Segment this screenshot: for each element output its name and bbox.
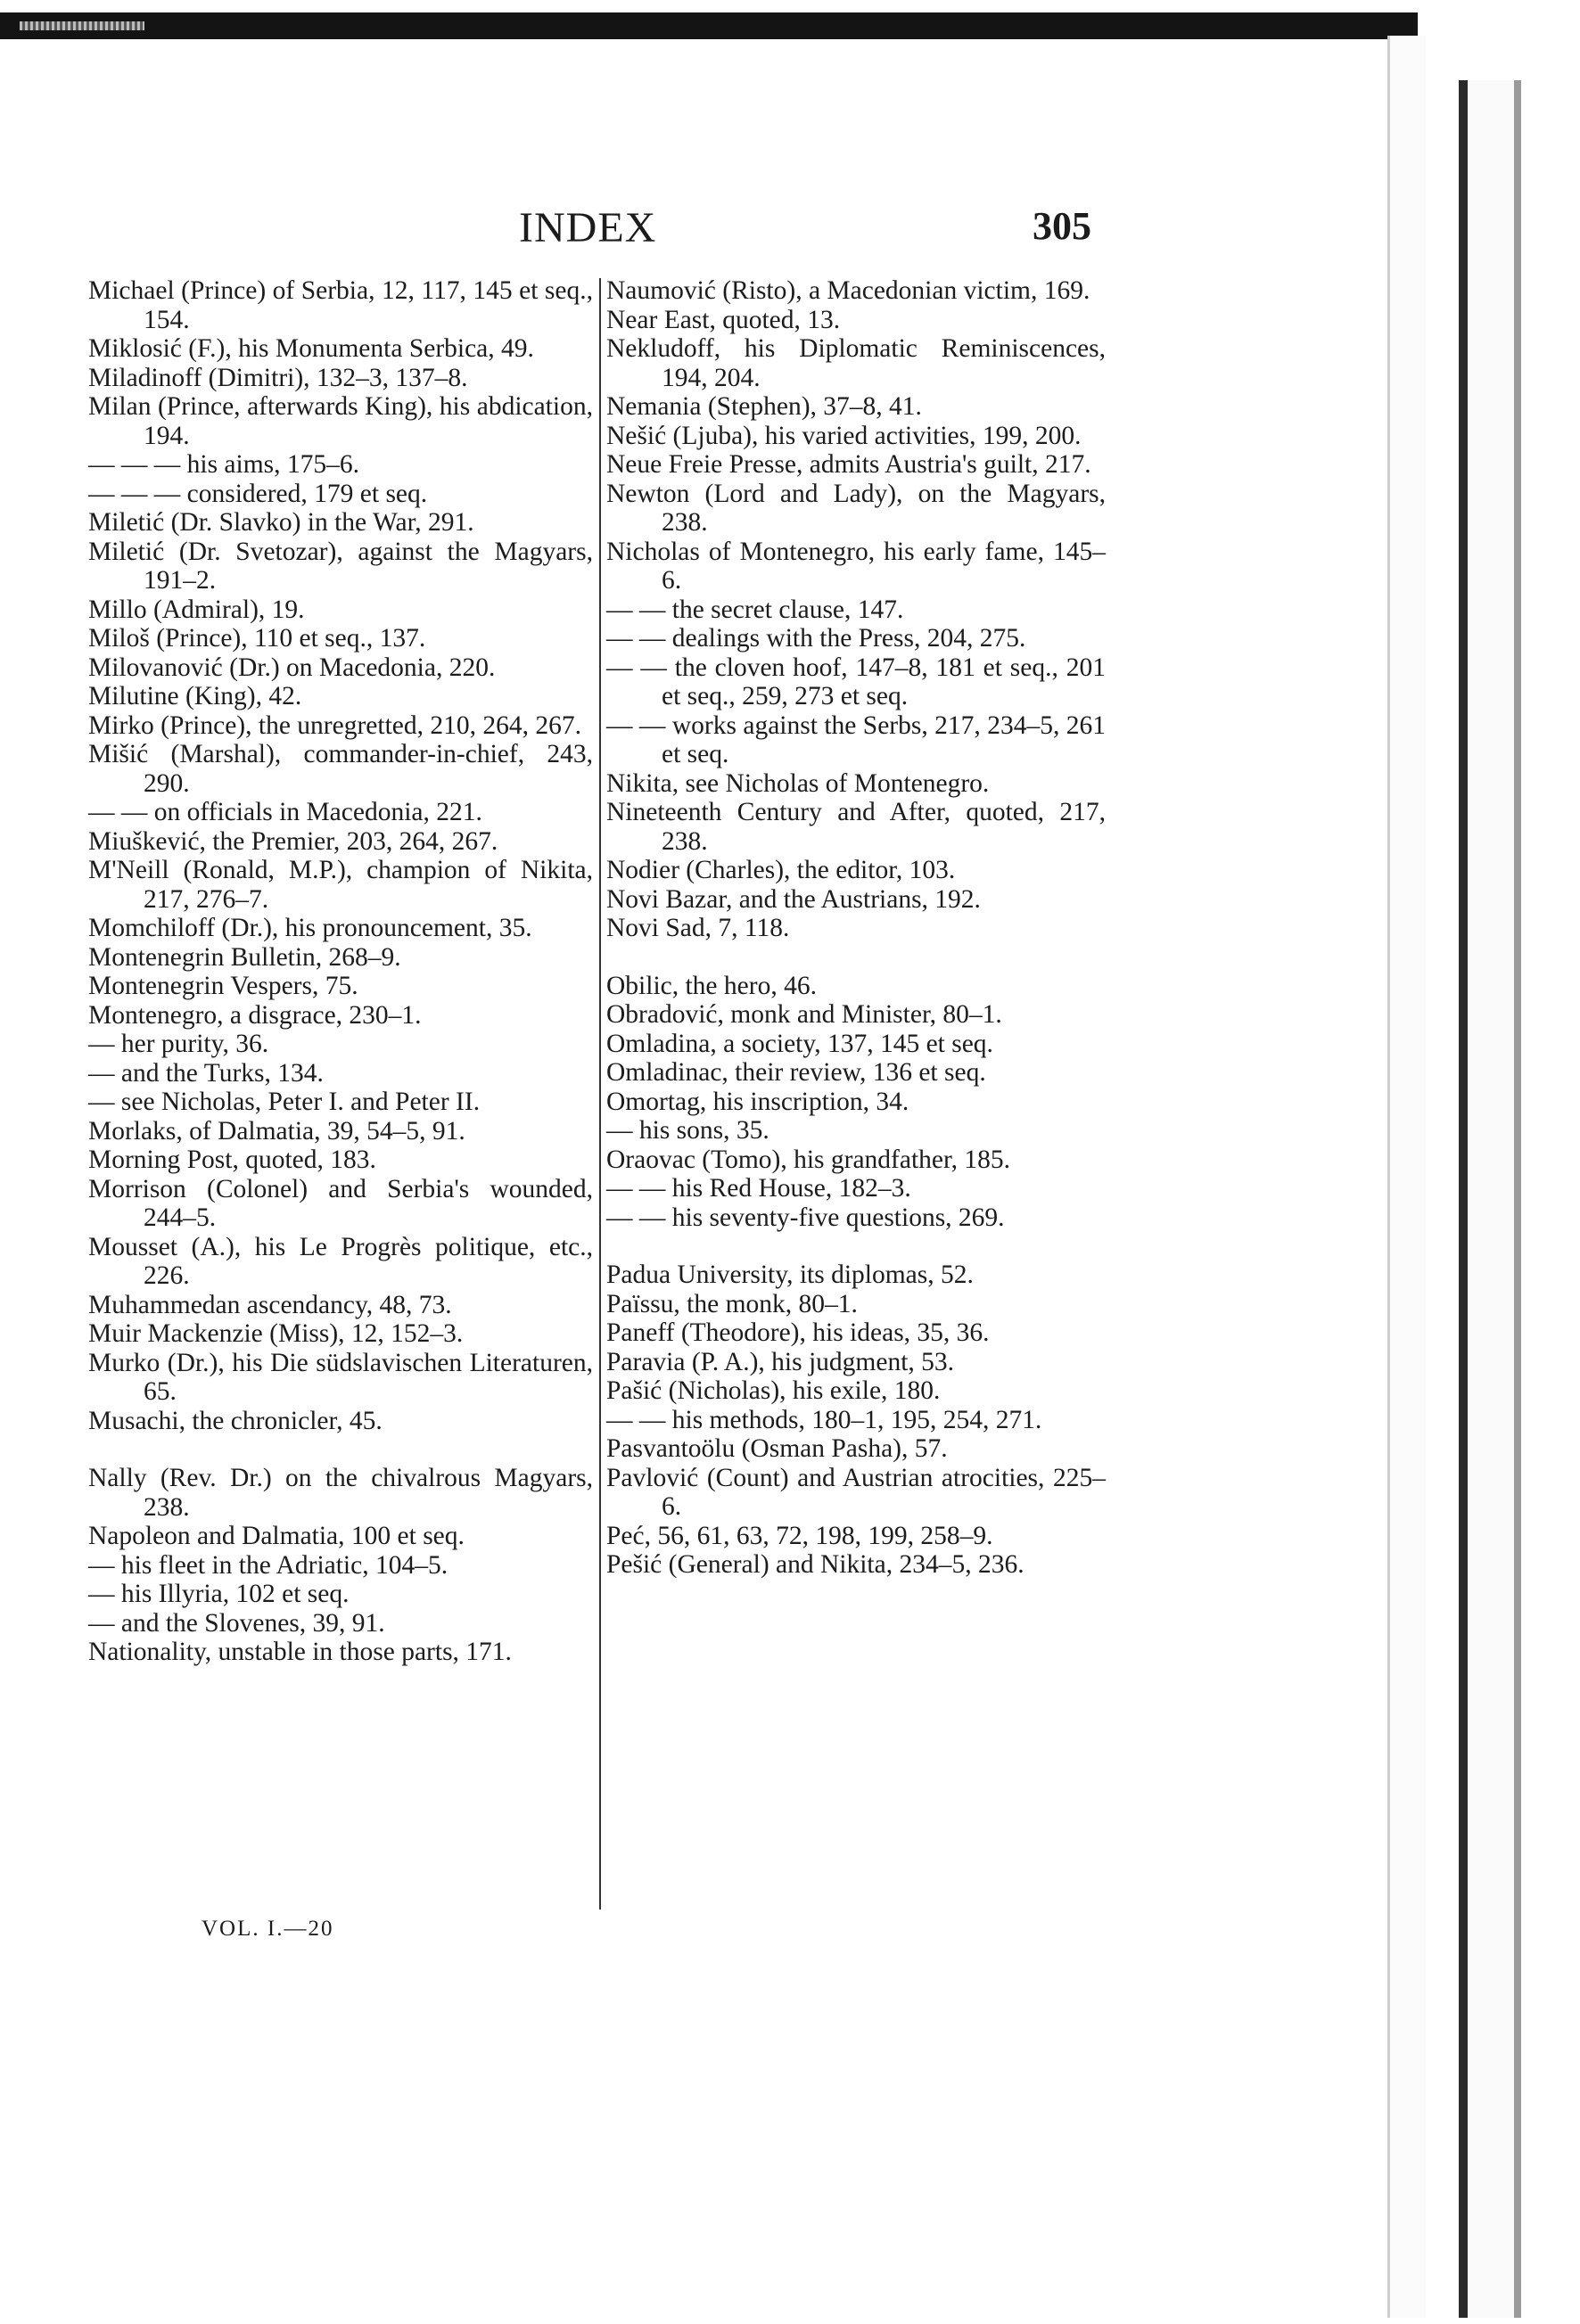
index-column-right — [606, 276, 1106, 1580]
index-section-gap — [88, 1435, 593, 1464]
index-entry: Milan (Prince, afterwards King), his abdication, 194. — [88, 392, 593, 450]
index-entry: Mousset (A.), his Le Progrès politique, etc., 226. — [88, 1232, 593, 1290]
index-entry: — — — considered, 179 et seq. — [88, 479, 428, 508]
index-entry: Montenegrin Bulletin, 268–9. — [88, 942, 401, 972]
index-entry: Nally (Rev. Dr.) on the chivalrous Magyars, 238. — [88, 1464, 593, 1522]
index-entry: Near East, quoted, 13. — [606, 305, 841, 334]
index-entry: Nodier (Charles), the editor, 103. — [606, 856, 956, 884]
index-entry: Nineteenth Century and After, quoted, 217, 238. — [606, 798, 1106, 856]
index-column-left — [88, 276, 593, 1667]
index-entry: Miladinoff (Dimitri), 132–3, 137–8. — [88, 363, 468, 392]
index-entry: Morning Post, quoted, 183. — [88, 1146, 376, 1174]
index-entry: Miletić (Dr. Slavko) in the War, 291. — [88, 508, 474, 537]
index-entry: Nemania (Stephen), 37–8, 41. — [606, 392, 922, 421]
index-entry: Morrison (Colonel) and Serbia's wounded, 244–5. — [88, 1174, 593, 1232]
index-entry: — his Illyria, 102 et seq. — [88, 1580, 350, 1608]
index-entry: Pasvantoölu (Osman Pasha), 57. — [606, 1434, 948, 1463]
index-entry: Omladinac, their review, 136 et seq. — [606, 1058, 986, 1087]
index-entry: Montenegrin Vespers, 75. — [88, 972, 358, 1000]
index-entry: Millo (Admiral), 19. — [88, 595, 305, 624]
index-entry: Nekludoff, his Diplomatic Reminiscences, 194, 204. — [606, 334, 1106, 392]
index-entry: — — on officials in Macedonia, 221. — [88, 798, 482, 826]
index-entry: Naumović (Risto), a Macedonian victim, 169. — [606, 276, 1090, 305]
index-entry: — and the Slovenes, 39, 91. — [88, 1608, 385, 1638]
index-entry: Païssu, the monk, 80–1. — [606, 1289, 858, 1318]
index-entry: — his fleet in the Adriatic, 104–5. — [88, 1550, 448, 1580]
index-entry: Morlaks, of Dalmatia, 39, 54–5, 91. — [88, 1116, 465, 1146]
index-entry: Mišić (Marshal), commander-in-chief, 243, 290. — [88, 740, 593, 798]
index-entry: Milovanović (Dr.) on Macedonia, 220. — [88, 653, 496, 682]
index-entry: Murko (Dr.), his Die südslavischen Literaturen, 65. — [88, 1348, 593, 1406]
index-entry: Paneff (Theodore), his ideas, 35, 36. — [606, 1318, 990, 1347]
index-entry: Nicholas of Montenegro, his early fame, 145–6. — [606, 537, 1106, 595]
index-entry: Michael (Prince) of Serbia, 12, 117, 145 et seq., 154. — [88, 276, 593, 334]
book-binding — [1459, 80, 1521, 2318]
index-entry: Newton (Lord and Lady), on the Magyars, 238. — [606, 479, 1106, 537]
index-entry: Muhammedan ascendancy, 48, 73. — [88, 1290, 452, 1319]
index-entry: Nationality, unstable in those parts, 171. — [88, 1638, 512, 1666]
index-entry: — — his methods, 180–1, 195, 254, 271. — [606, 1405, 1042, 1434]
index-entry: Montenegro, a disgrace, 230–1. — [88, 1000, 422, 1030]
page-title: INDEX — [519, 204, 657, 251]
index-entry: Peć, 56, 61, 63, 72, 198, 199, 258–9. — [606, 1521, 993, 1550]
index-entry: Obradović, monk and Minister, 80–1. — [606, 1000, 1002, 1029]
index-entry: Muir Mackenzie (Miss), 12, 152–3. — [88, 1319, 464, 1348]
index-entry: Paravia (P. A.), his judgment, 53. — [606, 1347, 955, 1376]
index-entry: Oraovac (Tomo), his grandfather, 185. — [606, 1145, 1011, 1174]
index-entry: — — his Red House, 182–3. — [606, 1174, 911, 1203]
index-entry: Momchiloff (Dr.), his pronouncement, 35. — [88, 914, 532, 942]
index-entry: Miuškević, the Premier, 203, 264, 267. — [88, 826, 498, 856]
index-entry: Miloš (Prince), 110 et seq., 137. — [88, 624, 426, 653]
index-entry: Musachi, the chronicler, 45. — [88, 1406, 383, 1435]
index-entry: — — works against the Serbs, 217, 234–5, 261 et seq. — [606, 710, 1106, 768]
index-entry: — — — his aims, 175–6. — [88, 450, 360, 479]
index-entry: Pašić (Nicholas), his exile, 180. — [606, 1376, 941, 1405]
index-entry: Mirko (Prince), the unregretted, 210, 264, 267. — [88, 710, 581, 740]
index-entry: Omladina, a society, 137, 145 et seq. — [606, 1029, 993, 1058]
page-number: 305 — [1033, 204, 1091, 248]
index-entry: Novi Sad, 7, 118. — [606, 914, 790, 942]
index-entry: Obilic, the hero, 46. — [606, 971, 817, 1000]
column-divider — [599, 278, 601, 1909]
index-entry: Milutine (King), 42. — [88, 682, 302, 710]
index-entry: Nikita, see Nicholas of Montenegro. — [606, 768, 990, 798]
top-edge-bar — [0, 12, 1418, 39]
index-entry: Omortag, his inscription, 34. — [606, 1087, 909, 1116]
index-entry: — — the cloven hoof, 147–8, 181 et seq., 201 et seq., 259, 273 et seq. — [606, 653, 1106, 710]
scan-artifact — [20, 21, 144, 30]
index-entry: — his sons, 35. — [606, 1116, 769, 1145]
index-entry: — — his seventy-five questions, 269. — [606, 1203, 1005, 1232]
index-entry: Neue Freie Presse, admits Austria's guilt, 217. — [606, 450, 1091, 479]
index-entry: Napoleon and Dalmatia, 100 et seq. — [88, 1522, 465, 1550]
index-entry: Nešić (Ljuba), his varied activities, 199, 200. — [606, 421, 1082, 450]
index-entry: Pešić (General) and Nikita, 234–5, 236. — [606, 1550, 1025, 1579]
index-section-gap — [606, 1232, 1106, 1261]
page-edge — [1387, 36, 1426, 2318]
signature-mark: VOL. I.—20 — [202, 1917, 334, 1941]
index-entry: Miklosić (F.), his Monumenta Serbica, 49. — [88, 334, 534, 363]
index-entry: Miletić (Dr. Svetozar), against the Magyars, 191–2. — [88, 537, 593, 595]
index-entry: M'Neill (Ronald, M.P.), champion of Nikita, 217, 276–7. — [88, 856, 593, 914]
index-entry: — — dealings with the Press, 204, 275. — [606, 624, 1026, 653]
index-entry: — — the secret clause, 147. — [606, 595, 904, 624]
index-entry: Novi Bazar, and the Austrians, 192. — [606, 884, 981, 914]
index-entry: — and the Turks, 134. — [88, 1058, 324, 1088]
index-section-gap — [606, 943, 1106, 972]
index-entry: — her purity, 36. — [88, 1030, 269, 1058]
index-entry: Padua University, its diplomas, 52. — [606, 1261, 974, 1289]
index-entry: — see Nicholas, Peter I. and Peter II. — [88, 1088, 481, 1116]
index-entry: Pavlović (Count) and Austrian atrocities, 225–6. — [606, 1463, 1106, 1521]
